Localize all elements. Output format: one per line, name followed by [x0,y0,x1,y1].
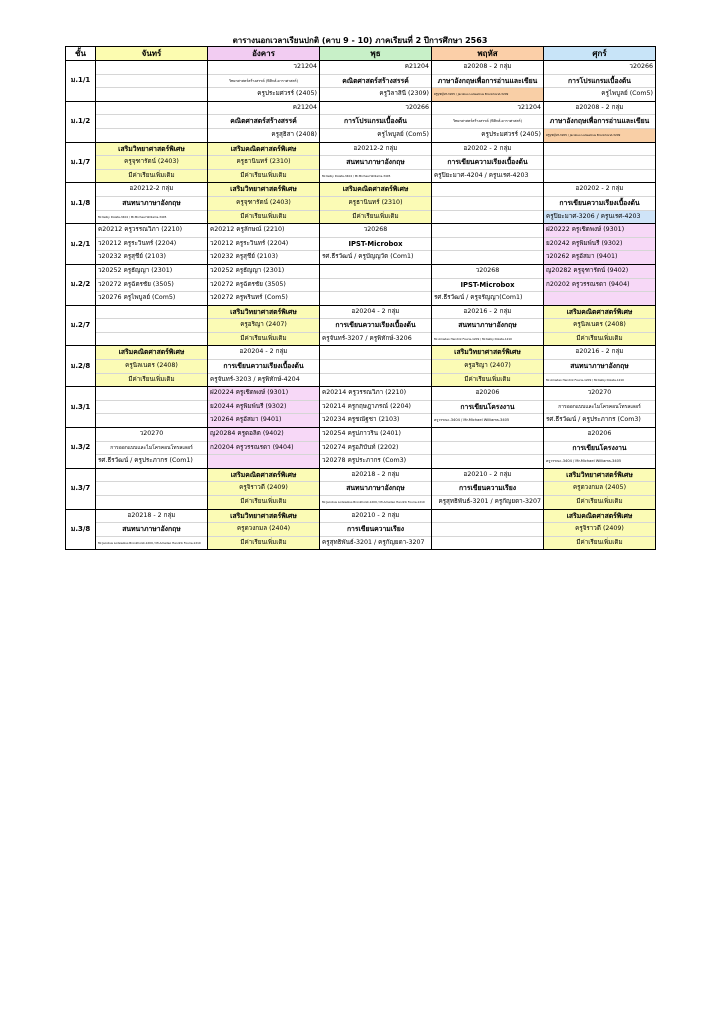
schedule-cell-thu [432,183,544,224]
cell-line: IPST-Microbox [432,279,543,293]
cell-line: ว20262 ครูอัสมา (9401) [546,253,618,261]
cell-line: รศ.ธีรวัฒน์ / ครูบัญญวัต (Com1) [322,253,414,261]
cell-line: ว20232 ครูสุชีย์ (2103) [98,253,166,261]
cell-line: ครูปิยะมาศ-4204 / ครูนเรศ-4203 [434,171,529,179]
schedule-cell-thu [432,509,544,550]
timetable [65,46,656,550]
class-label: ม.3/8 [66,509,96,550]
cell-line: คณิตศาสตร์สร้างสรรค์ [320,75,431,89]
cell-line: อ20210 - 2 กลุ่ม [432,469,543,483]
cell-line: ว21204 [432,102,543,116]
schedule-cell-fri [544,305,656,346]
cell-line: ว20278 ครูประภากร (Com3) [322,457,407,465]
cell-line: การออกแบบและไมโครคอนโทรลเลอร์ [544,401,655,415]
cell-line [320,374,431,387]
class-label: ม.1/7 [66,142,96,183]
cell-line [96,401,207,415]
cell-line [96,387,207,401]
schedule-cell-tue [208,224,320,265]
schedule-cell-fri [544,509,656,550]
table-row [66,468,656,509]
cell-line: อ20202 - 2 กลุ่ม [544,183,655,197]
cell-line: มีค่าเรียนเพิ่มเติม [128,375,175,383]
header-monday: จันทร์ [96,47,208,61]
cell-line: ครูจุฑารัตน์ (2403) [96,156,207,170]
cell-line: ว20252 ครูธัญญา (2301) [208,265,319,279]
cell-line: ครูอริญา (2407) [208,319,319,333]
cell-line: Mr.Amadeo Hendrik Fourie-1209 / Mr.Kelby Dolata-1210 [434,336,512,341]
cell-line: เสริมวิทยาศาสตร์พิเศษ [544,469,655,483]
cell-line: ครูนิลเนตร (2408) [544,319,655,333]
schedule-cell-wed [320,61,432,102]
cell-line [432,197,543,211]
cell-line: ค21204 [320,61,431,75]
cell-line [96,319,207,333]
cell-line [96,306,207,320]
header-row [66,47,656,61]
cell-line: อ20202 - 2 กลุ่ม [432,143,543,157]
schedule-cell-mon [96,509,208,550]
cell-line: ครูนุชญ์พร-3205 / Jacobus Lodewikus Bronkhorst-3209 [432,88,543,101]
cell-line: การเขียนความเรียงเบื้องต้น [544,197,655,211]
schedule-cell-tue [208,142,320,183]
cell-line: มีค่าเรียนเพิ่มเติม [576,498,623,505]
cell-line: ครูประมศวรร์ (2405) [257,90,317,98]
schedule-cell-mon [96,224,208,265]
schedule-cell-mon [96,61,208,102]
schedule-cell-mon [96,183,208,224]
cell-line: มีค่าเรียนเพิ่มเติม [240,538,287,546]
cell-line: สนทนาภาษาอังกฤษ [96,197,207,211]
schedule-cell-wed [320,264,432,305]
schedule-cell-mon [96,142,208,183]
schedule-cell-wed [320,183,432,224]
cell-line [96,333,207,346]
cell-line: ค21204 [208,102,319,116]
schedule-cell-thu [432,305,544,346]
schedule-cell-fri [544,264,656,305]
cell-line: ครูดวงกมล (2404) [208,523,319,537]
cell-line: ว21204 [208,61,319,75]
cell-line: รศ.ธีรวัฒน์ / ครูจรัญญา(Com1) [434,294,523,302]
cell-line: ครูสุธิสา (2408) [271,130,317,138]
schedule-cell-tue [208,428,320,469]
schedule-cell-fri [544,468,656,509]
cell-line: ว20232 ครูสุชีย์ (2103) [210,253,278,261]
cell-line: อ20204 - 2 กลุ่ม [320,306,431,320]
cell-line: การเขียนโครงงาน [432,401,543,415]
cell-line: ว20272 ครูฉัตรชัย (3505) [96,279,207,293]
cell-line: อ20216 - 2 กลุ่ม [544,346,655,360]
schedule-cell-fri [544,61,656,102]
class-label: ม.2/7 [66,305,96,346]
cell-line [320,292,431,305]
header-thursday: พฤหัส [432,47,544,61]
cell-line [432,251,543,264]
cell-line [544,170,655,183]
cell-line [96,469,207,483]
cell-line: เสริมคณิตศาสตร์พิเศษ [96,346,207,360]
cell-line [432,428,543,442]
cell-line: ว20272 ครูฉัตรชัย (3505) [208,279,319,293]
cell-line: อ20218 - 2 กลุ่ม [96,510,207,524]
cell-line: เสริมคณิตศาสตร์พิเศษ [320,183,431,197]
cell-line [544,156,655,170]
schedule-cell-tue [208,264,320,305]
cell-line: Mr.Kelby Dolata-3404 / Mr.Michael Williams-3405 [98,214,167,219]
cell-line: การเขียนความเรียง [320,523,431,537]
table-row [66,428,656,469]
cell-line: ภาษาอังกฤษเพื่อการอ่านและเขียน [432,75,543,89]
cell-line: ว20268 [320,224,431,238]
cell-line: สนทนาภาษาอังกฤษ [96,523,207,537]
cell-line: ว20254 ครูปภาวริน (2401) [320,428,431,442]
cell-line: ครูธานินทร์ (2310) [208,156,319,170]
cell-line: เสริมคณิตศาสตร์พิเศษ [208,469,319,483]
cell-line: ครูปิยะมาศ-3206 / ครูนเรศ-4203 [544,211,655,224]
schedule-cell-tue [208,509,320,550]
schedule-cell-wed [320,101,432,142]
schedule-cell-mon [96,428,208,469]
schedule-cell-mon [96,305,208,346]
table-row [66,346,656,387]
cell-line [432,224,543,238]
schedule-cell-tue [208,305,320,346]
cell-line: ครูสุทธิพันธ์-3201 / ครูกัญยดา-3207 [322,538,425,546]
schedule-cell-wed [320,224,432,265]
cell-line: ครูสุทธิพันธ์-3201 / ครูกัญยดา-3207 [438,498,541,505]
cell-line: การเขียนความเรียงเบื้องต้น [320,319,431,333]
timetable-sheet [65,36,655,550]
schedule-cell-thu [432,387,544,428]
cell-line: ครูประมศวรร์ (2405) [481,130,541,138]
page-title: ตารางนอกเวลาเรียนปกติ (คาบ 9 - 10) ภาคเรียนที่ 2 ปีการศึกษา 2563 [232,36,488,45]
cell-line: ค20214 ครูวรรณวิภา (2210) [320,387,431,401]
cell-line [432,238,543,252]
cell-line: ครูจิราวดี (2409) [208,482,319,496]
cell-line [432,442,543,456]
cell-line: วิทยาศาสตร์สร้างสรรค์ (ฟิสิกส์-ดาราศาสตร์) [208,75,319,89]
class-label: ม.3/2 [66,428,96,469]
cell-line: เสริมวิทยาศาสตร์พิเศษ [432,346,543,360]
schedule-cell-fri [544,101,656,142]
cell-line: ครูนุชญ์พร-3205 / Jacobus Lodewikus Bronkhorst-3209 [544,129,655,142]
schedule-cell-thu [432,428,544,469]
header-friday: ศุกร์ [544,47,656,61]
schedule-cell-fri [544,428,656,469]
cell-line: Mr.Amadeo Hendrik Fourie-1209 / Mr.Kelby Dolata-1210 [546,377,624,382]
cell-line: ครูวรรณะ-3404 / Mr.Michael Williams-3405 [546,459,622,464]
cell-line: มีค่าเรียนเพิ่มเติม [464,375,511,383]
cell-line: เสริมวิทยาศาสตร์พิเศษ [208,306,319,320]
schedule-cell-fri [544,387,656,428]
cell-line: การเขียนความเรียงเบื้องต้น [208,360,319,374]
cell-line: ญ20284 ครูดอลิต (9402) [208,428,319,442]
schedule-cell-fri [544,346,656,387]
schedule-cell-tue [208,101,320,142]
cell-line [432,537,543,550]
table-row [66,264,656,305]
schedule-cell-wed [320,428,432,469]
timetable-body [66,61,656,550]
cell-line: Mr.Kelby Dolata-3404 / Mr.Michael Williams-3405 [322,173,391,178]
cell-line [96,88,207,101]
cell-line: การเขียนความเรียงเบื้องต้น [432,156,543,170]
cell-line: Mr.Jacobus Lodewikus Bronkhorst-1209 / Mr.Amadeo Hendrik Fourie-1210 [98,540,201,545]
schedule-cell-wed [320,305,432,346]
class-label: ม.2/8 [66,346,96,387]
cell-line: ว20264 ครูอัสมา (9401) [210,416,282,424]
schedule-cell-thu [432,264,544,305]
schedule-cell-wed [320,387,432,428]
cell-line [432,183,543,197]
class-label: ม.3/1 [66,387,96,428]
schedule-cell-fri [544,224,656,265]
header-tuesday: อังคาร [208,47,320,61]
table-row [66,101,656,142]
cell-line [544,292,655,305]
cell-line: อ20218 - 2 กลุ่ม [320,469,431,483]
cell-line: อ20206 [432,387,543,401]
cell-line: ครูวรรณะ-3404 / Mr.Michael Williams-3405 [434,418,510,423]
cell-line [432,510,543,524]
cell-line: ครูนิลเนตร (2408) [96,360,207,374]
schedule-cell-tue [208,468,320,509]
cell-line: เสริมคณิตศาสตร์พิเศษ [208,143,319,157]
cell-line [208,455,319,468]
cell-line: อ20212-2 กลุ่ม [320,143,431,157]
schedule-cell-thu [432,224,544,265]
cell-line: มีค่าเรียนเพิ่มเติม [240,171,287,179]
schedule-cell-tue [208,346,320,387]
cell-line: อ20216 - 2 กลุ่ม [432,306,543,320]
schedule-cell-mon [96,264,208,305]
cell-line [432,211,543,224]
cell-line: วิทยาศาสตร์สร้างสรรค์ (ฟิสิกส์-ดาราศาสตร์) [432,115,543,129]
cell-line [96,115,207,129]
cell-line [96,102,207,116]
cell-line: การออกแบบและไมโครคอนโทรลเลอร์ [96,442,207,456]
cell-line: ก20202 ครูวรรณรดา (9404) [544,279,655,293]
cell-line: ย20242 ครูพิมพ์นรี (9302) [544,238,655,252]
cell-line [320,279,431,293]
cell-line: สนทนาภาษาอังกฤษ [432,319,543,333]
cell-line: มีค่าเรียนเพิ่มเติม [352,212,399,220]
cell-line: มีค่าเรียนเพิ่มเติม [576,538,623,546]
schedule-cell-mon [96,468,208,509]
schedule-cell-tue [208,387,320,428]
header-wednesday: พุธ [320,47,432,61]
cell-line [96,129,207,142]
class-label: ม.1/1 [66,61,96,102]
cell-line: การโปรแกรมเบื้องต้น [544,75,655,89]
cell-line: อ20212-2 กลุ่ม [96,183,207,197]
class-label: ม.1/8 [66,183,96,224]
class-label: ม.2/1 [66,224,96,265]
class-label: ม.2/2 [66,264,96,305]
cell-line: มีค่าเรียนเพิ่มเติม [576,334,623,342]
cell-line: ครูวิลาสินี (2309) [379,90,429,98]
cell-line: รศ.ธีรวัฒน์ / ครูประภากร (Com1) [98,457,193,465]
table-row [66,183,656,224]
schedule-cell-fri [544,183,656,224]
cell-line: ครูไพบูลย์ (Com5) [377,130,429,138]
schedule-cell-wed [320,142,432,183]
cell-line: ว20266 [320,102,431,116]
table-row [66,509,656,550]
class-label: ม.3/7 [66,468,96,509]
cell-line: อ20208 - 2 กลุ่ม [432,61,543,75]
cell-line: ครูจันทร์-3203 / ครูพิทักษ์-4204 [210,375,300,383]
cell-line: ว20212 ครูระวินทร์ (2204) [96,238,207,252]
cell-line: ว20252 ครูธัญญา (2301) [96,265,207,279]
cell-line [96,414,207,427]
cell-line: ครูจิราวดี (2409) [544,523,655,537]
schedule-cell-mon [96,101,208,142]
cell-line: ครูธานินทร์ (2310) [320,197,431,211]
schedule-cell-wed [320,468,432,509]
cell-line [432,455,543,468]
cell-line: เสริมคณิตศาสตร์พิเศษ [544,306,655,320]
schedule-cell-tue [208,183,320,224]
cell-line: มีค่าเรียนเพิ่มเติม [240,212,287,220]
cell-line: ย20244 ครูพิมพ์นรี (9302) [208,401,319,415]
cell-line [96,75,207,89]
cell-line: ว20270 [96,428,207,442]
cell-line [96,496,207,509]
cell-line: สนทนาภาษาอังกฤษ [544,360,655,374]
cell-line: เสริมวิทยาศาสตร์พิเศษ [208,510,319,524]
cell-line [320,265,431,279]
schedule-cell-thu [432,101,544,142]
table-row [66,224,656,265]
cell-line: อ20206 [544,428,655,442]
cell-line [96,61,207,75]
cell-line: ว20274 ครูอภิบันท์ (2202) [320,442,431,456]
cell-line [432,523,543,537]
cell-line: สนทนาภาษาอังกฤษ [320,156,431,170]
schedule-cell-thu [432,61,544,102]
cell-line: อ20204 - 2 กลุ่ม [208,346,319,360]
schedule-cell-wed [320,509,432,550]
cell-line: มีค่าเรียนเพิ่มเติม [240,334,287,342]
header-class: ชั้น [66,47,96,61]
cell-line: ค20212 ครูวรรณวิภา (2210) [96,224,207,238]
schedule-cell-wed [320,346,432,387]
table-row [66,142,656,183]
cell-line: ครูอริญา (2407) [432,360,543,374]
cell-line: ค20212 ครูลักษณ์ (2210) [208,224,319,238]
cell-line: ครูจันทร์-3207 / ครูพิทักษ์-3206 [322,334,412,342]
cell-line: ครูจุฑารัตน์ (2403) [208,197,319,211]
cell-line: ฝ20224 ครูเชิดพงษ์ (9301) [208,387,319,401]
cell-line: ญ20282 ครูจุฑารัตน์ (9402) [544,265,655,279]
cell-line: อ20210 - 2 กลุ่ม [320,510,431,524]
table-row [66,387,656,428]
cell-line: ว20266 [544,61,655,75]
class-label: ม.1/2 [66,101,96,142]
cell-line: การโปรแกรมเบื้องต้น [320,115,431,129]
cell-line: ว20212 ครูระวินทร์ (2204) [208,238,319,252]
cell-line: มีค่าเรียนเพิ่มเติม [240,498,287,505]
cell-line: ว20276 ครูไพบูลย์ (Com5) [98,294,176,302]
cell-line: ว20270 [544,387,655,401]
cell-line: คณิตศาสตร์สร้างสรรค์ [208,115,319,129]
cell-line: ฝ20222 ครูเชิดพงษ์ (9301) [544,224,655,238]
schedule-cell-tue [208,61,320,102]
cell-line: อ20208 - 2 กลุ่ม [544,102,655,116]
cell-line: เสริมคณิตศาสตร์พิเศษ [544,510,655,524]
cell-line: การเขียนโครงงาน [544,442,655,456]
cell-line: ครูไพบูลย์ (Com5) [601,90,653,98]
cell-line: รศ.ธีรวัฒน์ / ครูประภากร (Com3) [546,416,641,424]
cell-line: ว20234 ครูชณัฐชา (2103) [322,416,400,424]
cell-line: เสริมวิทยาศาสตร์พิเศษ [208,183,319,197]
cell-line [544,143,655,157]
cell-line: ภาษาอังกฤษเพื่อการอ่านและเขียน [544,115,655,129]
cell-line: ก20204 ครูวรรณรดา (9404) [208,442,319,456]
cell-line [96,482,207,496]
schedule-cell-thu [432,346,544,387]
cell-line: เสริมวิทยาศาสตร์พิเศษ [96,143,207,157]
schedule-cell-thu [432,142,544,183]
cell-line: ครูดวงกมล (2405) [544,482,655,496]
table-row [66,305,656,346]
cell-line [320,360,431,374]
schedule-cell-mon [96,346,208,387]
cell-line: ว20268 [432,265,543,279]
cell-line: ว20214 ครูกฤษฎาภรณ์ (2204) [320,401,431,415]
cell-line: IPST-Microbox [320,238,431,252]
cell-line: มีค่าเรียนเพิ่มเติม [128,171,175,179]
schedule-cell-mon [96,387,208,428]
cell-line: ว20272 ครูพรินทร์ (Com5) [210,294,288,302]
cell-line [320,346,431,360]
cell-line: Mr.Jacobus Lodewikus Bronkhorst-1209 / Mr.Amadeo Hendrik Fourie-1210 [322,500,425,504]
schedule-cell-thu [432,468,544,509]
schedule-cell-fri [544,142,656,183]
cell-line: สนทนาภาษาอังกฤษ [320,482,431,496]
table-row [66,61,656,102]
cell-line: การเขียนความเรียง [432,482,543,496]
